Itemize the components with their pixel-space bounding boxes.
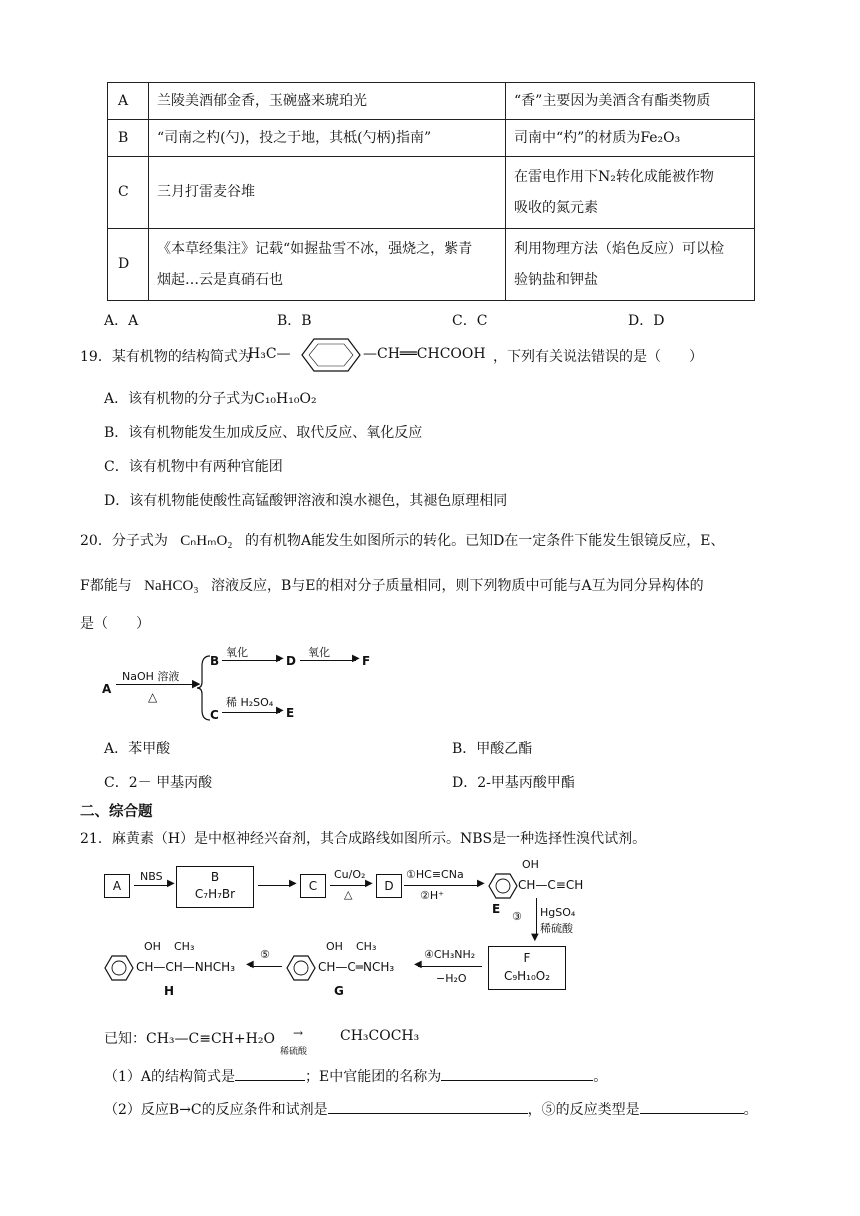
e-oh: OH — [522, 858, 539, 871]
h-ch3: CH₃ — [174, 940, 195, 953]
arrow-head-icon: ▶ — [276, 653, 284, 664]
q20-option-b[interactable]: B．甲酸乙酯 — [452, 741, 533, 757]
label-h: H — [164, 984, 175, 998]
arrow-head-icon: ▶ — [167, 878, 175, 889]
known-label: 已知：CH₃—C≡CH+H₂O — [104, 1031, 275, 1047]
row-label: A — [108, 83, 149, 120]
box-d — [376, 874, 402, 898]
q20-option-a[interactable]: A．苯甲酸 — [104, 741, 171, 757]
scheme-f: F — [362, 654, 371, 668]
arrow-line — [116, 684, 196, 685]
arrow-head-icon: ▼ — [531, 932, 539, 943]
arrow-line — [418, 966, 482, 967]
sub2-b: ， — [527, 1102, 542, 1118]
answer-blank[interactable] — [235, 1066, 305, 1081]
arrow-head-icon: ▶ — [289, 878, 297, 889]
sub1-c: 。 — [593, 1069, 608, 1085]
reagent-step4: ④CH₃NH₂ — [424, 948, 476, 961]
q18-option-a[interactable]: A．A — [104, 313, 139, 329]
q21-sub1 — [104, 1066, 607, 1086]
q20-line2 — [80, 575, 704, 595]
row-right — [506, 157, 755, 229]
arrow-line — [134, 885, 170, 886]
row-left — [149, 229, 506, 301]
reagent-nbs: NBS — [140, 870, 163, 883]
arrow-line — [330, 885, 368, 886]
row-right — [506, 229, 755, 301]
reagent-step1: ①HC≡CNa — [406, 868, 464, 881]
e-side-chain: CH—C≡CH — [518, 878, 584, 892]
scheme-e: E — [286, 706, 295, 720]
q20-line3: 是（ ） — [80, 616, 150, 632]
sub2-c: ⑤ — [541, 1102, 556, 1118]
row-left-line: 烟起…云是真硝石也 — [157, 271, 283, 288]
arrow-line — [536, 898, 537, 936]
row-label: C — [108, 157, 149, 229]
known-product: CH₃COCH₃ — [340, 1028, 420, 1044]
benzene-ring-icon — [300, 337, 362, 373]
known-reaction — [104, 1028, 275, 1048]
heat-sign: △ — [344, 888, 353, 901]
q20-line2-a: F都能与 — [80, 578, 132, 594]
scheme-b: B — [210, 654, 220, 668]
q18-option-c[interactable]: C．C — [452, 313, 488, 329]
scheme-heat: △ — [148, 690, 158, 704]
row-right: 司南中“杓”的材质为Fe₂O₃ — [506, 120, 755, 157]
arrow-head-icon: ◀ — [246, 959, 254, 970]
q20-scheme — [100, 640, 380, 724]
arrow-line — [300, 660, 356, 661]
q20-option-d[interactable]: D．2-甲基丙酸甲酯 — [452, 775, 575, 791]
h-oh: OH — [144, 940, 161, 953]
arrow-line — [404, 885, 480, 886]
reagent-cuo2: Cu/O₂ — [334, 868, 366, 881]
arrow-head-icon: ▶ — [365, 878, 373, 889]
row-left: 兰陵美酒郁金香，玉碗盛来琥珀光 — [149, 83, 506, 120]
scheme-ox2: 氧化 — [308, 646, 330, 659]
row-left: 三月打雷麦谷堆 — [149, 157, 506, 229]
answer-blank[interactable] — [441, 1066, 593, 1081]
row-right: “香”主要因为美酒含有酯类物质 — [506, 83, 755, 120]
arrow-head-icon: ▶ — [192, 677, 201, 690]
box-f — [488, 946, 566, 990]
q19-struct-left: H₃C— — [248, 346, 291, 362]
box-f-label: F — [523, 951, 531, 965]
q20-line1-a: 20．分子式为 — [80, 533, 168, 549]
q20-reagent: NaHCO₃ — [144, 578, 199, 594]
q21-scheme — [100, 856, 600, 1006]
g-ch3: CH₃ — [356, 940, 377, 953]
q20-line1-b: 的有机物A能发生如图所示的转化。已知D在一定条件下能发生银镜反应，E、 — [244, 533, 725, 549]
box-a-label: A — [112, 879, 122, 893]
row-right-line: 吸收的氮元素 — [514, 199, 598, 216]
known-condition: 稀硫酸 — [280, 1047, 308, 1057]
box-d-label: D — [384, 879, 394, 893]
row-right-line: 利用物理方法（焰色反应）可以检 — [514, 240, 724, 257]
scheme-acid: 稀 H₂SO₄ — [226, 696, 274, 709]
reagent-h2o: −H₂O — [436, 972, 467, 985]
box-b-label: B — [210, 870, 220, 884]
q19-stem-prefix: 19．某有机物的结构简式为 — [80, 349, 252, 365]
box-a — [104, 874, 130, 898]
scheme-naoh: NaOH 溶液 — [122, 670, 180, 683]
scheme-a: A — [102, 682, 112, 696]
scheme-c: C — [210, 708, 219, 722]
box-f-formula: C₉H₁₀O₂ — [503, 969, 551, 983]
sub2-a: （2）反应B→C的反应条件和试剂是 — [104, 1102, 328, 1118]
row-left-line: 《本草经集注》记载“如握盐雪不冰，强烧之，紫青 — [157, 240, 473, 257]
row-label: D — [108, 229, 149, 301]
q20-formula: CₙHₘO₂ — [180, 533, 233, 549]
q19-stem-suffix: ，下列有关说法错误的是（ ） — [493, 349, 703, 365]
row-right-line: 验钠盐和钾盐 — [514, 271, 598, 288]
q18-option-d[interactable]: D．D — [628, 313, 665, 329]
row-label: B — [108, 120, 149, 157]
answer-blank[interactable] — [640, 1099, 744, 1114]
q19-struct-right: —CH══CHCOOH — [363, 346, 486, 362]
reagent-dil: 稀硫酸 — [540, 922, 573, 935]
benzene-ring-icon — [286, 954, 316, 982]
sub2-e: 。 — [743, 1102, 758, 1118]
row-left: “司南之杓(勺)，投之于地，其柢(勺柄)指南” — [149, 120, 506, 157]
box-b-formula: C₇H₇Br — [194, 887, 236, 901]
box-c — [300, 874, 326, 898]
arrow-head-icon: ▶ — [276, 705, 284, 716]
label-g: G — [334, 984, 344, 998]
step5: ⑤ — [260, 948, 270, 961]
known-arrow-icon: → — [292, 1026, 304, 1040]
scheme-d: D — [286, 654, 296, 668]
benzene-ring-icon — [488, 872, 518, 900]
q21-stem: 21．麻黄素（H）是中枢神经兴奋剂，其合成路线如图所示。NBS是一种选择性溴代试剂。 — [80, 831, 647, 847]
q20-option-c[interactable]: C．2－ 甲基丙酸 — [104, 775, 213, 791]
q21-sub2 — [104, 1099, 758, 1119]
step3: ③ — [512, 910, 522, 923]
sub1-b: ；E中官能团的名称为 — [305, 1069, 442, 1085]
benzene-ring-icon — [104, 954, 134, 982]
arrow-line — [222, 712, 280, 713]
arrow-head-icon: ▶ — [352, 653, 360, 664]
q19-option-d[interactable]: D．该有机物能使酸性高锰酸钾溶液和溴水褪色，其褪色原理相同 — [104, 493, 508, 509]
section-heading: 二、综合题 — [80, 804, 153, 820]
q19-option-a[interactable]: A．该有机物的分子式为C₁₀H₁₀O₂ — [104, 391, 317, 407]
q20-line2-b: 溶液反应，B与E的相对分子质量相同，则下列物质中可能与A互为同分异构体的 — [211, 578, 704, 594]
scheme-ox1: 氧化 — [226, 646, 248, 659]
arrow-line — [222, 660, 280, 661]
arrow-head-icon: ◀ — [414, 959, 422, 970]
arrow-line — [258, 885, 292, 886]
q19-stem — [80, 346, 252, 366]
g-oh: OH — [326, 940, 343, 953]
q20-line1 — [80, 530, 725, 550]
g-side-chain: CH—C═NCH₃ — [318, 960, 395, 974]
reagent-step2: ②H⁺ — [420, 889, 444, 902]
h-side-chain: CH—CH—NHCH₃ — [136, 960, 236, 974]
sub1-a: （1）A的结构简式是 — [104, 1069, 236, 1085]
box-b — [176, 866, 254, 908]
q18-option-b[interactable]: B．B — [277, 313, 312, 329]
q19-option-b[interactable]: B．该有机物能发生加成反应、取代反应、氧化反应 — [104, 425, 423, 441]
arrow-line — [250, 966, 282, 967]
q19-option-c[interactable]: C．该有机物中有两种官能团 — [104, 459, 283, 475]
q18-table — [107, 82, 755, 301]
arrow-head-icon: ▶ — [477, 878, 485, 889]
reagent-hg: HgSO₄ — [540, 906, 576, 919]
row-right-line: 在雷电作用下N₂转化成能被作物 — [514, 168, 714, 185]
answer-blank[interactable] — [328, 1099, 528, 1114]
box-c-label: C — [308, 879, 318, 893]
sub2-d: 的反应类型是 — [555, 1102, 640, 1118]
label-e: E — [492, 902, 501, 916]
